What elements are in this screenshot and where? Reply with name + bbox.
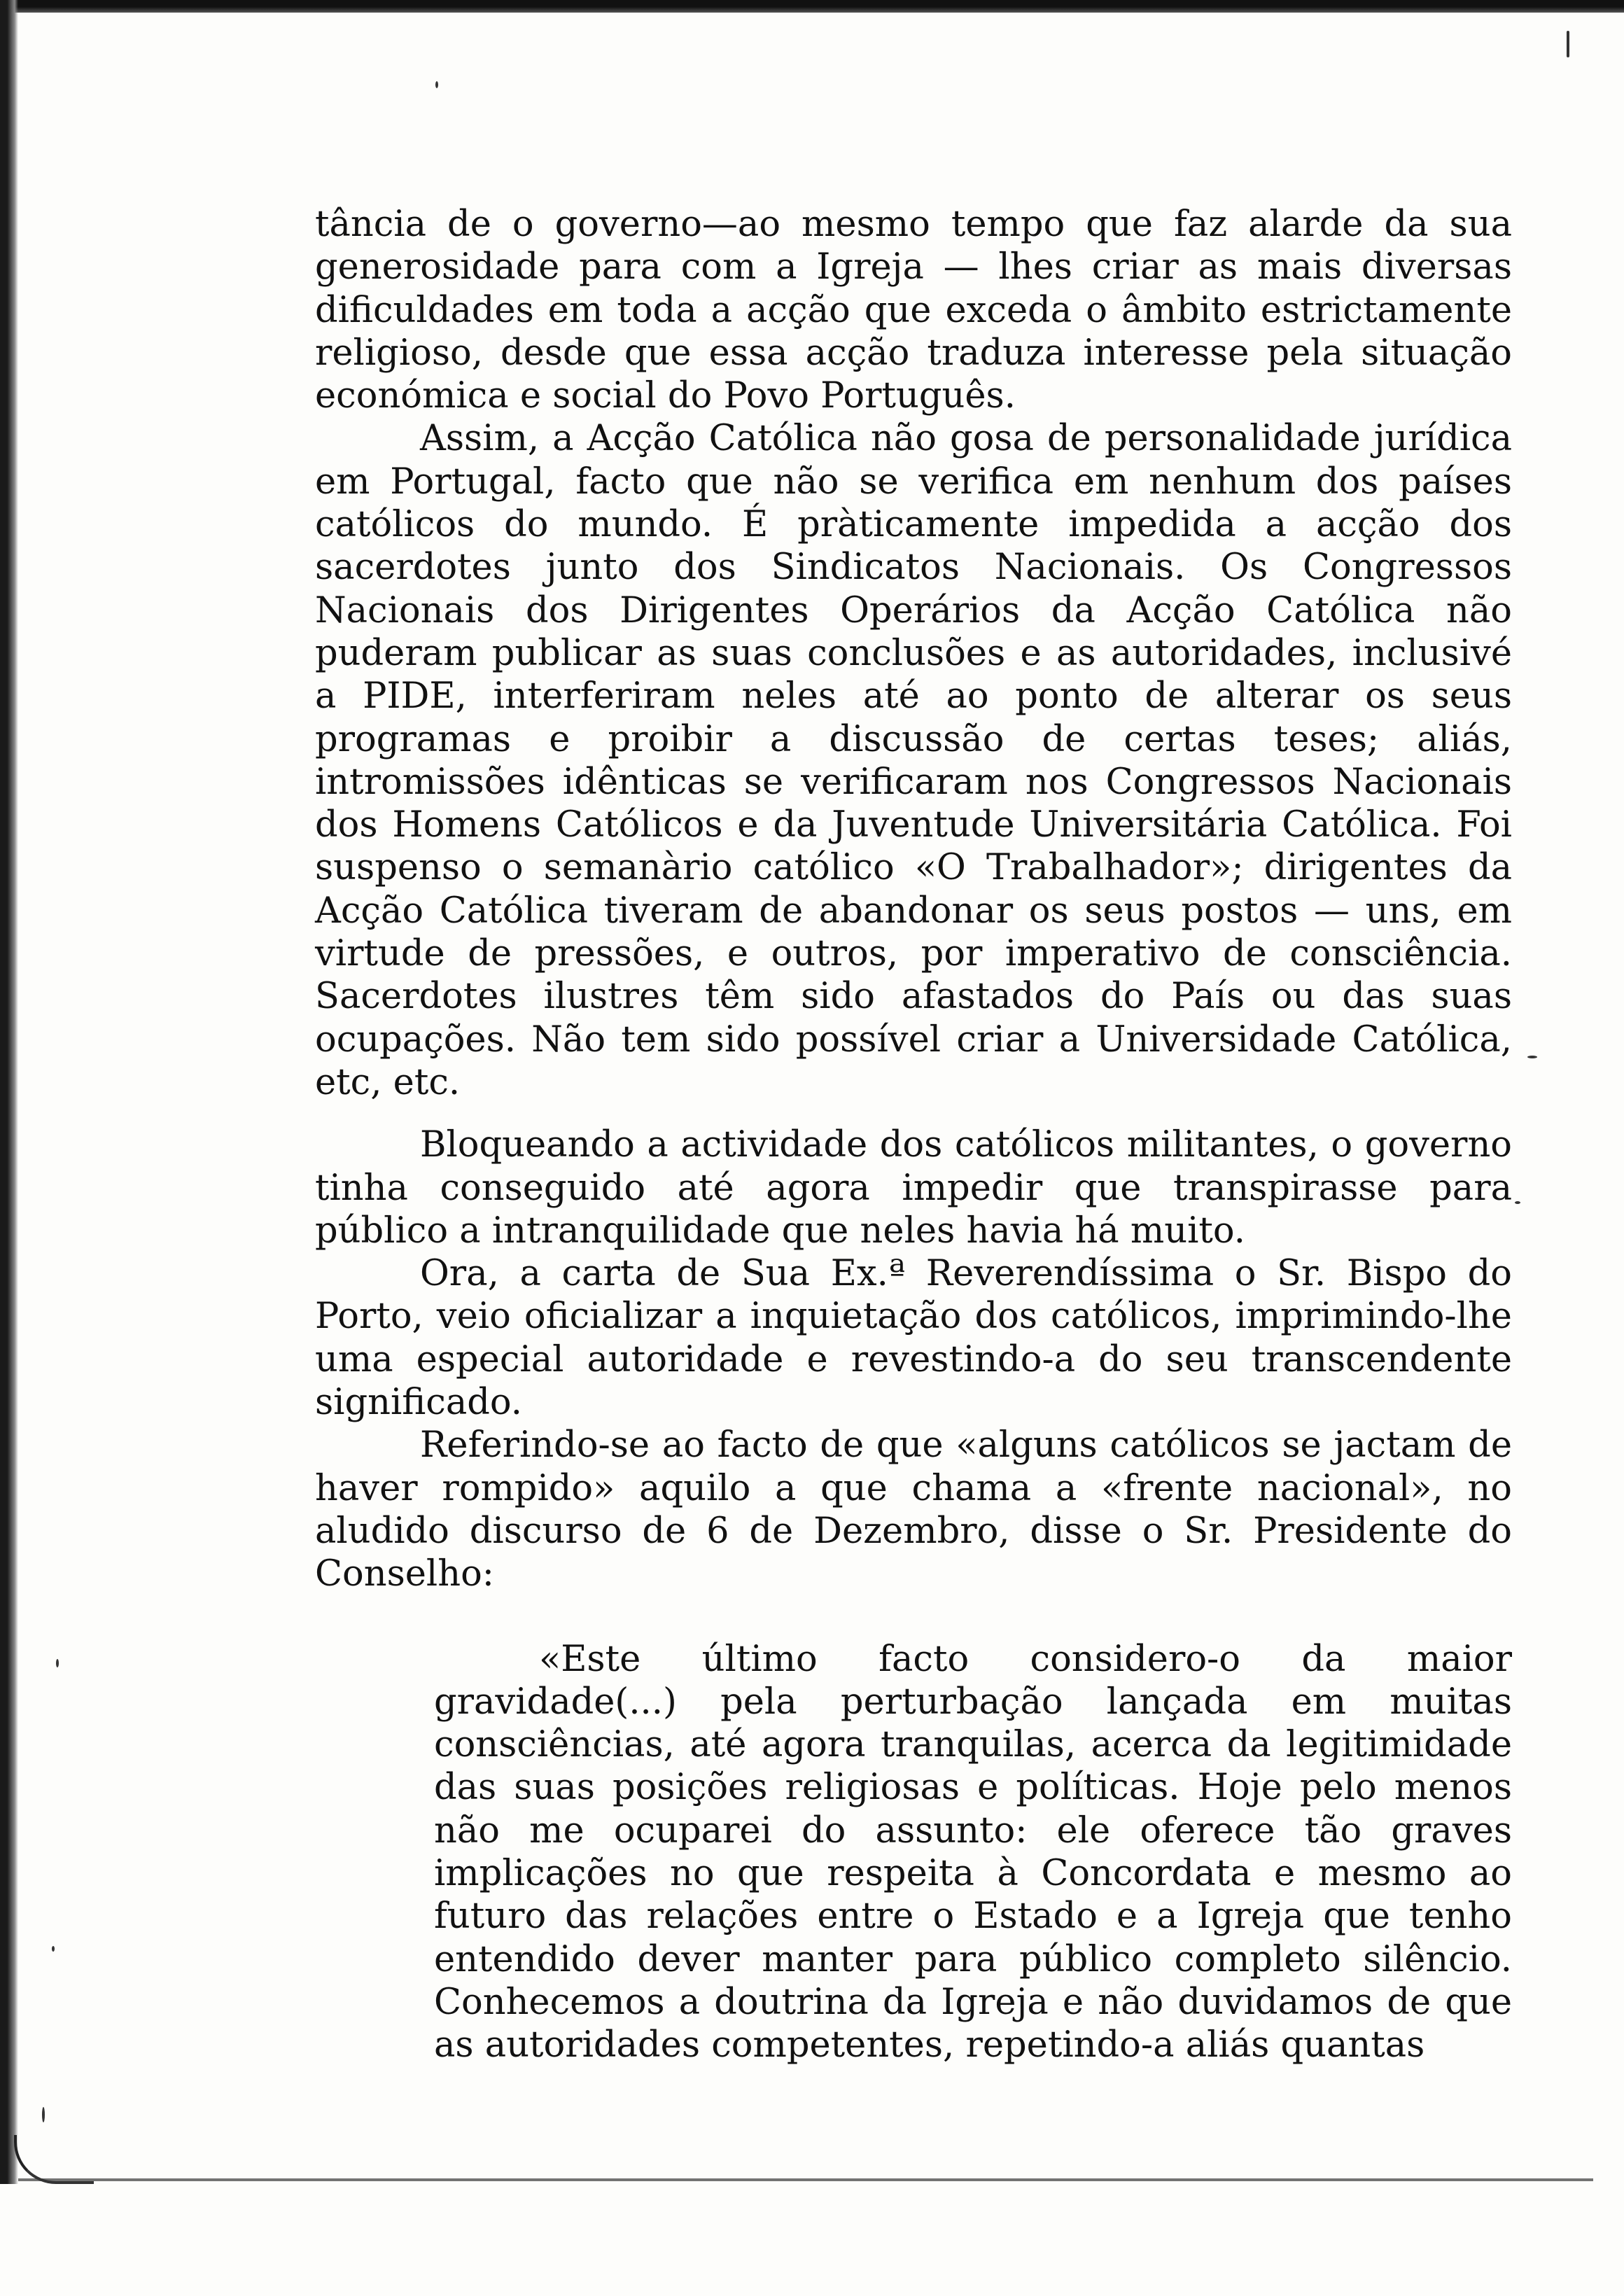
block-quote: «Este último facto considero-o da maior gravidade(...) pela perturbação lançada em muitas consciências, até agora tranquilas, acerca da legitimidade das suas posições religiosas e políticas. Hoje pelo menos não me ocuparei do assunto: ele oferece tão graves implicações no que respeita à Concordata e mesmo ao futuro das relações entre o Estado e a Igreja que tenho entendido dever manter para público completo silêncio. Conhecemos a doutrina da Igreja e não duvidamos de que as autoridades competentes, repetindo-a aliás quantas <box>434 1638 1512 2066</box>
paragraph-4: Ora, a carta de Sua Ex.ª Reverendíssima o Sr. Bispo do Porto, veio oficializar a inquietação dos católicos, imprimindo-lhe uma especial autoridade e revestindo-a do seu transcendente significado. <box>315 1253 1512 1424</box>
scan-speck <box>42 2107 45 2122</box>
page-bottom-edge <box>18 2178 1593 2181</box>
scan-speck <box>52 1946 55 1952</box>
page-corner-curl <box>14 2135 94 2184</box>
scan-speck <box>56 1659 59 1667</box>
body-text <box>315 203 1512 2066</box>
paragraph-2: Assim, a Acção Católica não gosa de personalidade jurídica em Portugal, facto que não se verifica em nenhum dos países católicos do mundo. É pràticamente impedida a acção dos sacerdotes junto dos Sindicatos Nacionais. Os Congressos Nacionais dos Dirigentes Operários da Acção Católica não puderam publicar as suas conclusões e as autoridades, inclusivé a PIDE, interferiram neles até ao ponto de alterar os seus programas e proibir a discussão de certas teses; aliás, intromissões idênticas se verificaram nos Congressos Nacionais dos Homens Católicos e da Juventude Universitária Católica. Foi suspenso o semanàrio católico «O Trabalhador»; dirigentes da Acção Católica tiveram de abandonar os seus postos — uns, em virtude de pressões, e outros, por imperativo de consciência. Sacerdotes ilustres têm sido afastados do País ou das suas ocupações. Não tem sido possível criar a Universidade Católica, etc, etc. <box>315 418 1512 1103</box>
paragraph-1: tância de o governo—ao mesmo tempo que faz alarde da sua generosidade para com a Igreja — lhes criar as mais diversas dificuldades em toda a acção que exceda o âmbito estrictamente religioso, desde que essa acção traduza interesse pela situação económica e social do Povo Português. <box>315 204 1512 417</box>
scan-mark <box>1567 31 1569 57</box>
scan-speck <box>435 81 438 88</box>
scan-speck <box>1515 1201 1520 1204</box>
paragraph-3: Bloqueando a actividade dos católicos militantes, o governo tinha conseguido até agora impedir que transpirasse para público a intranquilidade que neles havia há muito. <box>315 1124 1512 1252</box>
page-top-edge <box>0 0 1624 13</box>
page-left-edge <box>0 0 18 2184</box>
scan-speck <box>1527 1056 1537 1058</box>
paragraph-5: Referindo-se ao facto de que «alguns católicos se jactam de haver rompido» aquilo a que chama a «frente nacional», no aludido discurso de 6 de Dezembro, disse o Sr. Presidente do Conselho: <box>315 1424 1512 1595</box>
